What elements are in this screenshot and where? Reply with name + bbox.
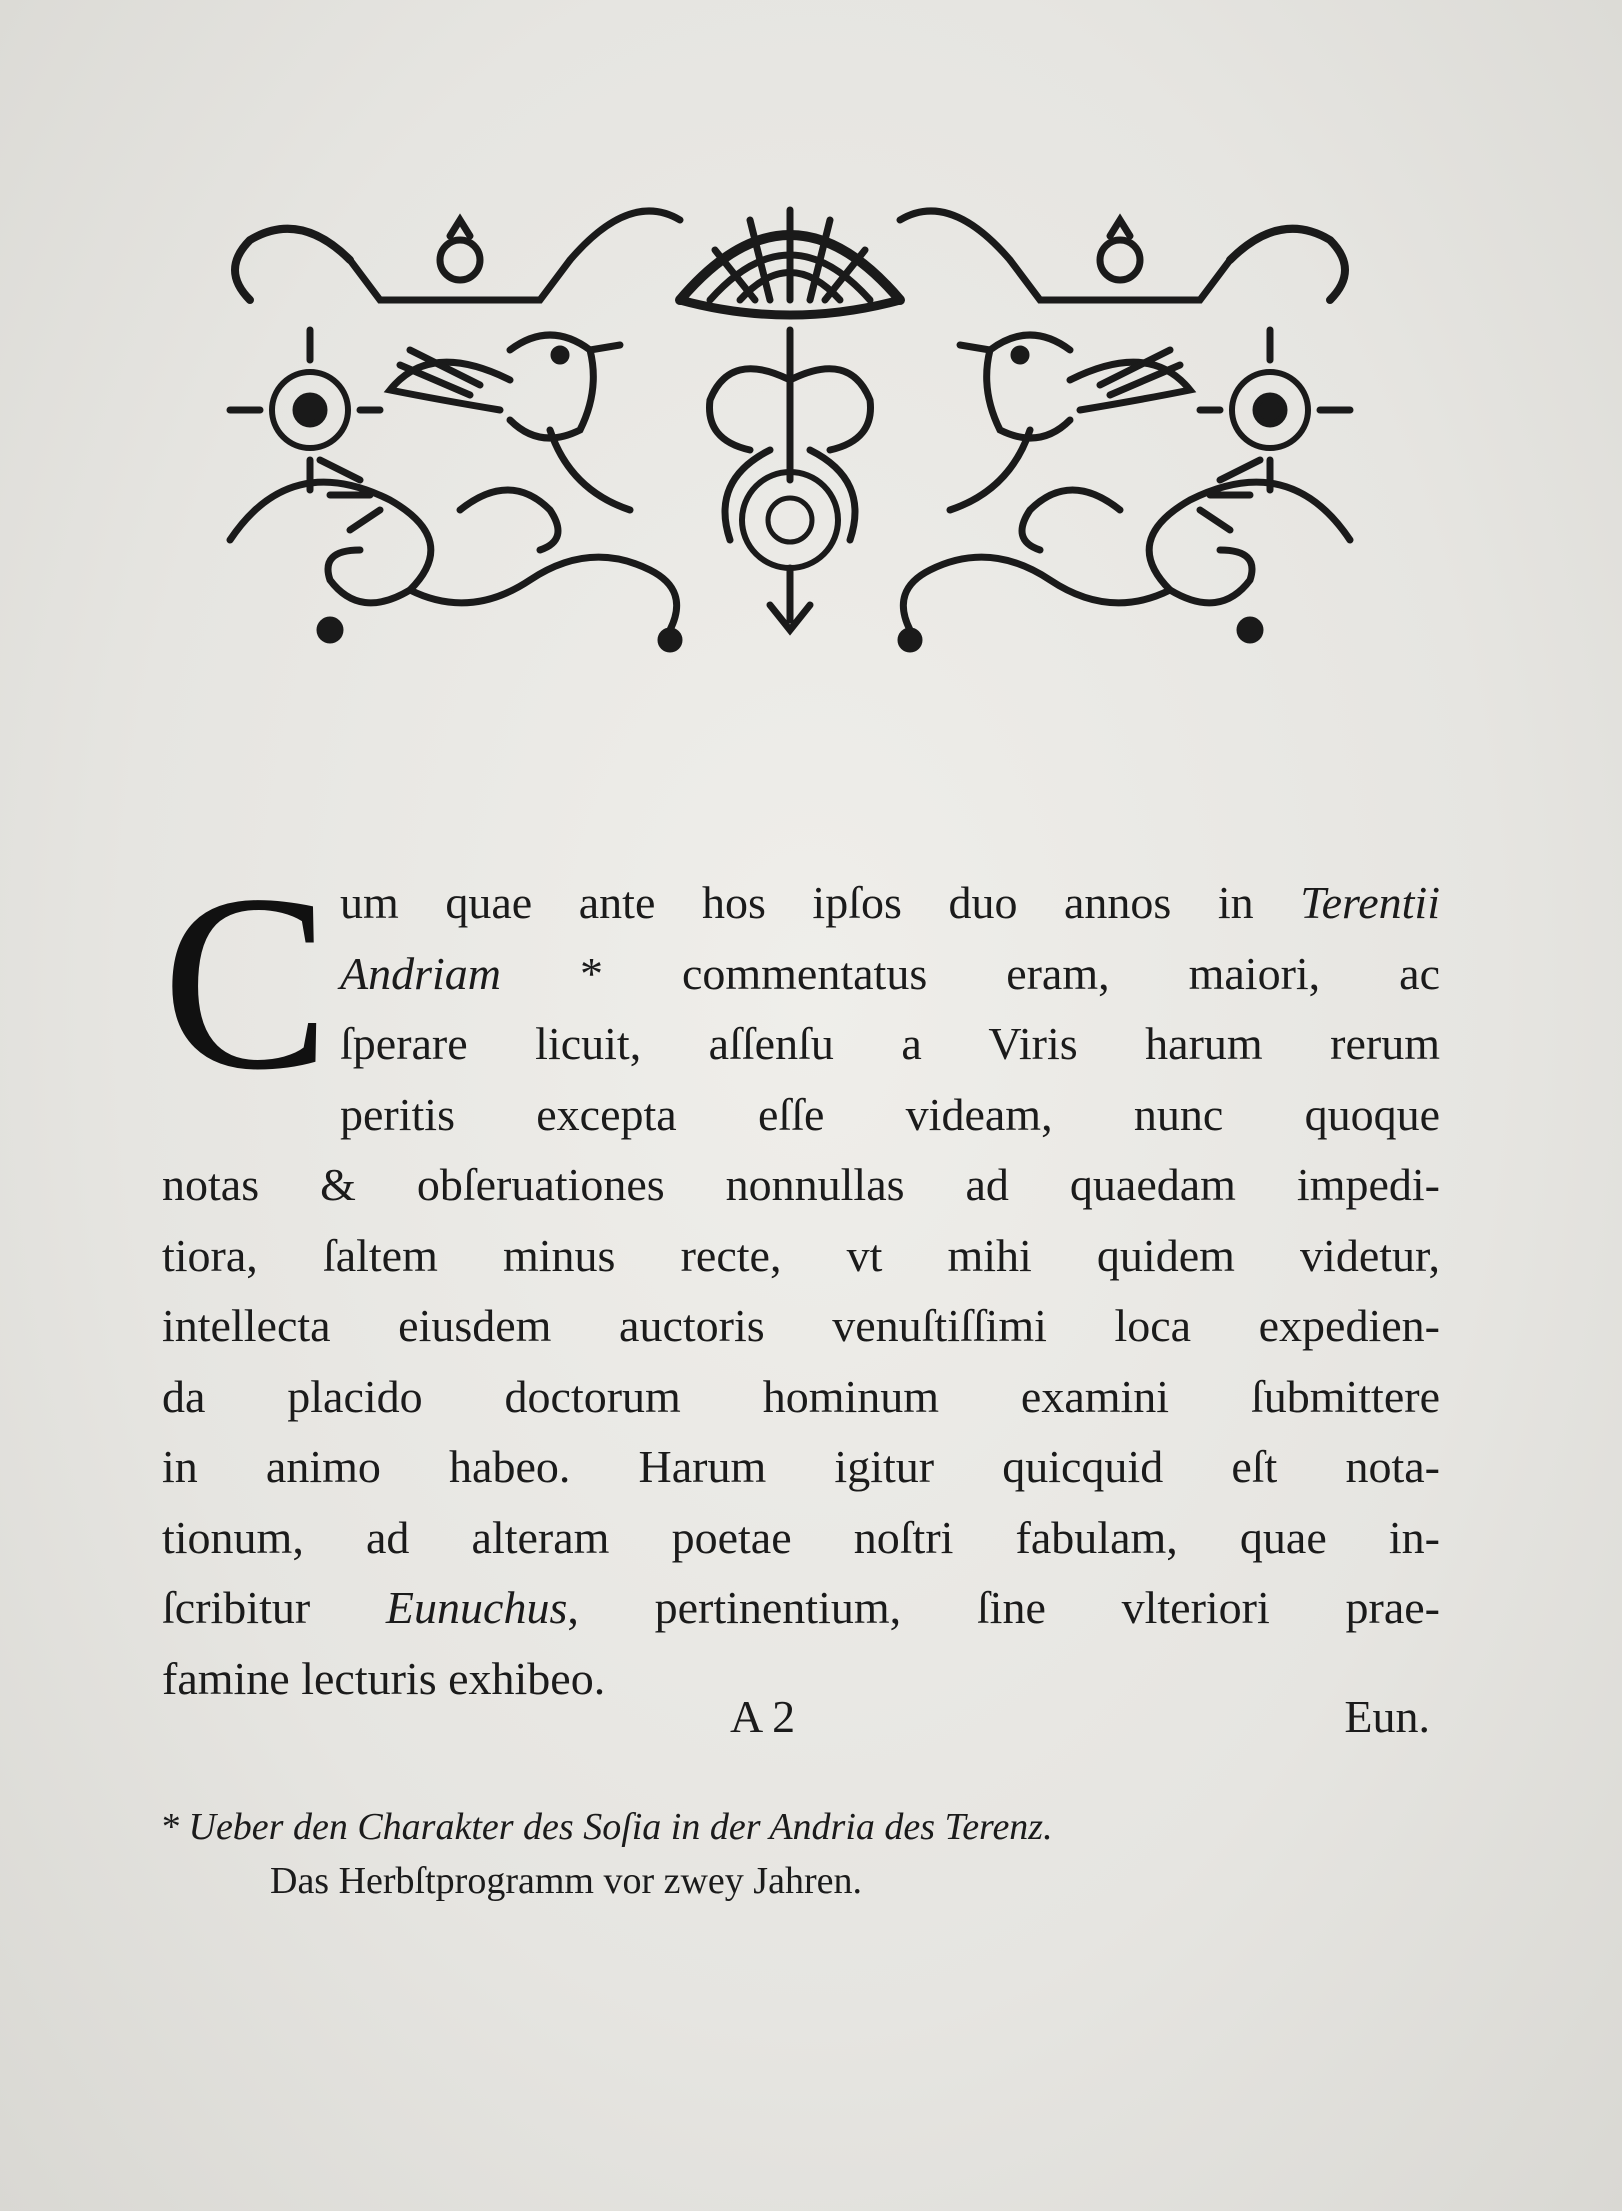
- text-line: notas & obſeruationes nonnullas ad quaedam impedi-: [162, 1159, 1440, 1210]
- signature-mark: A 2: [730, 1691, 796, 1742]
- main-paragraph: [162, 842, 1440, 1714]
- footnote-line: Das Herbſtprogramm vor zwey Jahren.: [270, 1860, 862, 1902]
- catchword: Eun.: [1344, 1691, 1430, 1742]
- text-line: intellecta eiusdem auctoris venuſtiſſimi loca expedien-: [162, 1300, 1440, 1351]
- text-line: peritis excepta eſſe videam, nunc quoque: [340, 1088, 1440, 1140]
- text-line: ſcribitur Eunuchus, pertinentium, ſine vlteriori prae-: [162, 1582, 1440, 1633]
- text-line: um quae ante hos ipſos duo annos in Terentii: [340, 877, 1440, 928]
- text-line: tionum, ad alteram poetae noſtri fabulam, quae in-: [162, 1511, 1440, 1563]
- page-footer-row: [700, 1690, 1430, 1750]
- footnote-line: * Ueber den Charakter des Soſia in der Andria des Terenz.: [160, 1806, 1053, 1848]
- text-line: tiora, ſaltem minus recte, vt mihi quidem videtur,: [162, 1229, 1440, 1281]
- text-line: famine lecturis exhibeo.: [162, 1652, 606, 1704]
- text-line: da placido doctorum hominum examini ſubmittere: [162, 1370, 1440, 1422]
- text-line: ſperare licuit, aſſenſu a Viris harum rerum: [340, 1018, 1440, 1069]
- text-line: in animo habeo. Harum igitur quicquid eſt nota-: [162, 1441, 1440, 1492]
- footnote: [160, 1800, 1450, 1908]
- drop-capital: C: [162, 842, 331, 1122]
- ornamental-headpiece: [210, 150, 1370, 670]
- text-line: Andriam * commentatus eram, maiori, ac: [340, 947, 1440, 999]
